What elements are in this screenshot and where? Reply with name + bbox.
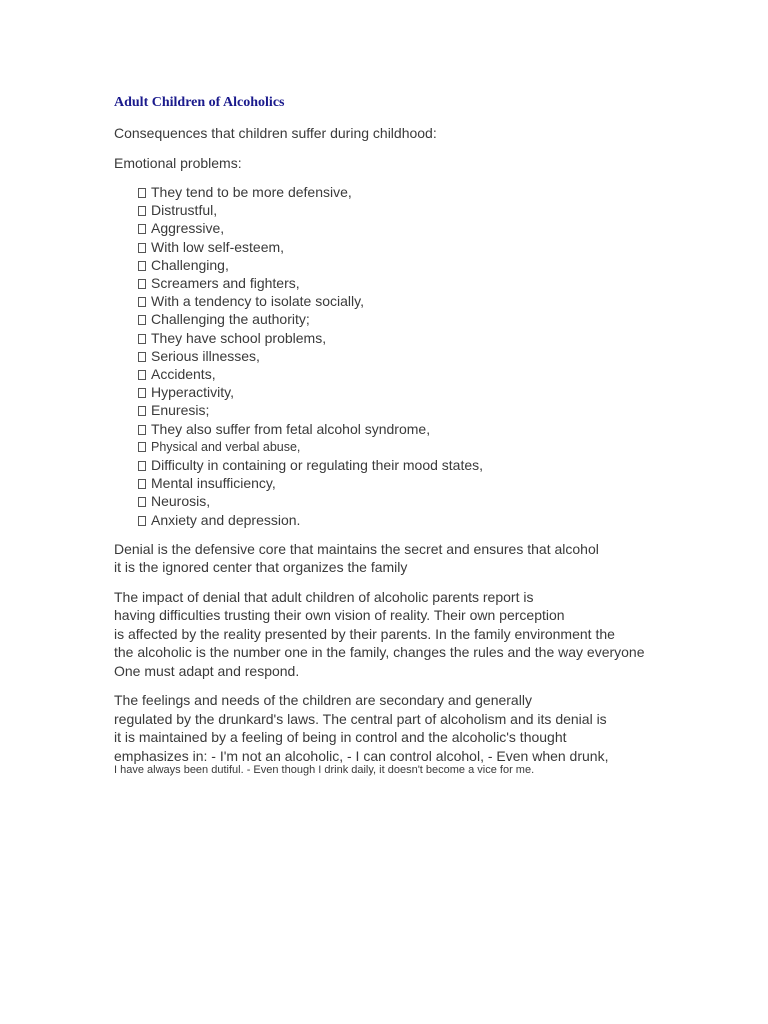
list-item: They tend to be more defensive,	[138, 183, 670, 201]
box-bullet-icon	[138, 243, 146, 253]
box-bullet-icon	[138, 352, 146, 362]
list-item: Aggressive,	[138, 219, 670, 237]
list-item: Distrustful,	[138, 201, 670, 219]
emotional-heading: Emotional problems:	[114, 154, 242, 171]
text-line: the alcoholic is the number one in the family, changes the rules and the way everyone	[114, 644, 645, 661]
box-bullet-icon	[138, 206, 146, 216]
text-line: regulated by the drunkard's laws. The central part of alcoholism and its denial is	[114, 710, 607, 727]
feelings-paragraph	[114, 691, 670, 777]
list-item: They have school problems,	[138, 329, 670, 347]
text-line: The feelings and needs of the children are secondary and generally	[114, 692, 532, 709]
document-title: Adult Children of Alcoholics	[114, 95, 285, 110]
text-line: One must adapt and respond.	[114, 662, 300, 679]
text-line: it is the ignored center that organizes the family	[114, 559, 408, 576]
box-bullet-icon	[138, 188, 146, 198]
box-bullet-icon	[138, 516, 146, 526]
list-item: Mental insufficiency,	[138, 474, 670, 492]
intro-text: Consequences that children suffer during childhood:	[114, 125, 437, 141]
box-bullet-icon	[138, 315, 146, 325]
box-bullet-icon	[138, 279, 146, 289]
box-bullet-icon	[138, 370, 146, 380]
denial-paragraph	[114, 540, 670, 577]
list-item: Challenging the authority;	[138, 310, 670, 328]
list-item: With a tendency to isolate socially,	[138, 292, 670, 310]
list-item: Hyperactivity,	[138, 383, 670, 401]
list-item: Anxiety and depression.	[138, 511, 670, 529]
text-line: The impact of denial that adult children of alcoholic parents report is	[114, 588, 534, 605]
box-bullet-icon	[138, 388, 146, 398]
impact-paragraph	[114, 588, 670, 681]
list-item: Challenging,	[138, 256, 670, 274]
list-item: Neurosis,	[138, 492, 670, 510]
list-item: Enuresis;	[138, 401, 670, 419]
box-bullet-icon	[138, 224, 146, 234]
box-bullet-icon	[138, 425, 146, 435]
emotional-problems-list	[114, 183, 670, 529]
text-line: I have always been dutiful. - Even though I drink daily, it doesn't become a vice for me.	[114, 764, 535, 777]
text-line: it is maintained by a feeling of being in control and the alcoholic's thought	[114, 729, 567, 746]
box-bullet-icon	[138, 442, 146, 452]
list-item: Serious illnesses,	[138, 347, 670, 365]
box-bullet-icon	[138, 479, 146, 489]
text-line: having difficulties trusting their own vision of reality. Their own perception	[114, 607, 565, 624]
list-item: Accidents,	[138, 365, 670, 383]
box-bullet-icon	[138, 461, 146, 471]
text-line: Denial is the defensive core that maintains the secret and ensures that alcohol	[114, 540, 599, 557]
box-bullet-icon	[138, 334, 146, 344]
list-item: Physical and verbal abuse,	[138, 438, 670, 456]
document-page	[114, 94, 670, 788]
box-bullet-icon	[138, 261, 146, 271]
text-line: emphasizes in: - I'm not an alcoholic, - I can control alcohol, - Even when drunk,	[114, 747, 609, 764]
list-item: With low self-esteem,	[138, 238, 670, 256]
text-line: is affected by the reality presented by their parents. In the family environment the	[114, 625, 615, 642]
box-bullet-icon	[138, 497, 146, 507]
list-item: They also suffer from fetal alcohol syndrome,	[138, 420, 670, 438]
box-bullet-icon	[138, 406, 146, 416]
list-item: Screamers and fighters,	[138, 274, 670, 292]
list-item: Difficulty in containing or regulating their mood states,	[138, 456, 670, 474]
box-bullet-icon	[138, 297, 146, 307]
